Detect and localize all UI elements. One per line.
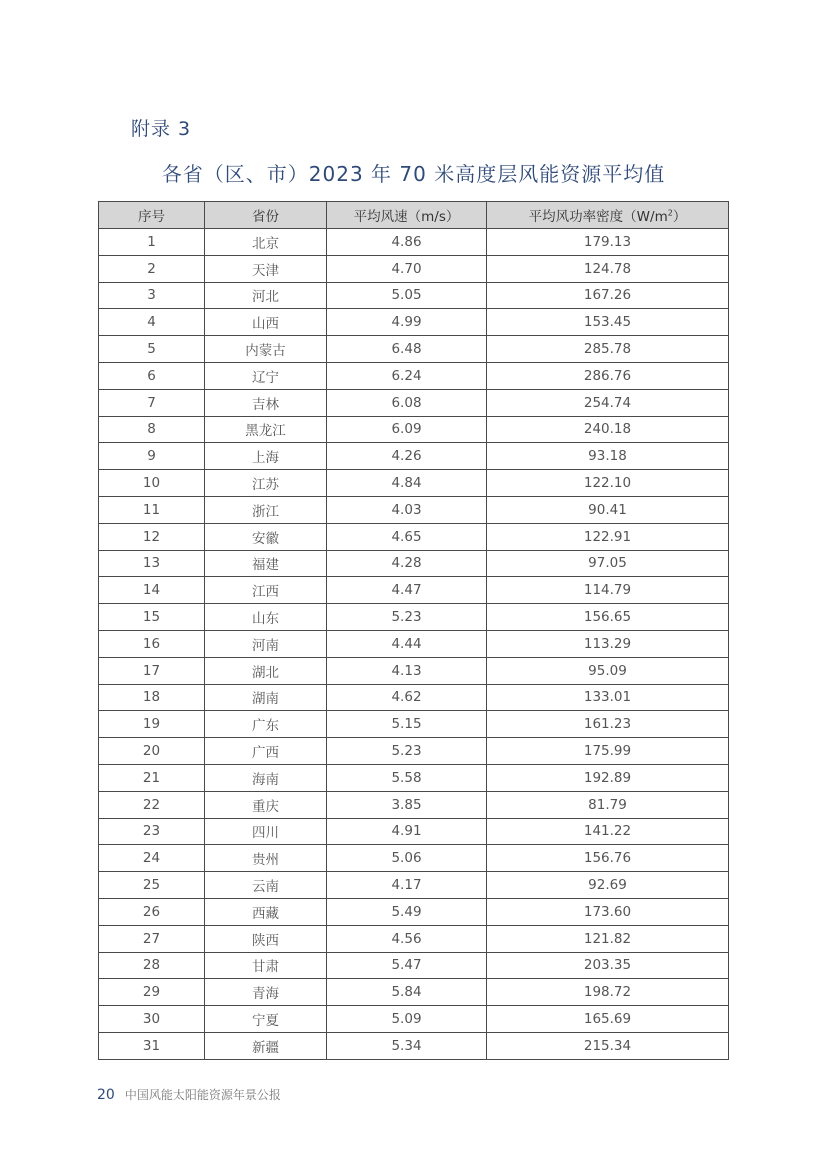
cell-power: 92.69	[487, 872, 729, 899]
header-power	[487, 202, 729, 229]
cell-speed: 4.13	[327, 657, 487, 684]
table-row	[99, 443, 729, 470]
appendix-label: 附录 3	[131, 118, 192, 140]
cell-province: 宁夏	[205, 1006, 327, 1033]
cell-province: 山东	[205, 604, 327, 631]
cell-speed: 5.47	[327, 952, 487, 979]
cell-index: 28	[99, 952, 205, 979]
cell-index: 22	[99, 791, 205, 818]
table-row	[99, 1032, 729, 1059]
header-speed: 平均风速（m/s）	[327, 202, 487, 229]
cell-speed: 4.65	[327, 523, 487, 550]
cell-index: 27	[99, 925, 205, 952]
cell-index: 26	[99, 898, 205, 925]
cell-power: 203.35	[487, 952, 729, 979]
cell-power: 286.76	[487, 362, 729, 389]
cell-speed: 5.09	[327, 1006, 487, 1033]
cell-power: 179.13	[487, 229, 729, 256]
cell-index: 11	[99, 496, 205, 523]
cell-speed: 4.84	[327, 470, 487, 497]
table-row	[99, 416, 729, 443]
table-row	[99, 872, 729, 899]
footer-publication: 中国风能太阳能资源年景公报	[124, 1088, 281, 1102]
cell-power: 113.29	[487, 630, 729, 657]
cell-power: 122.91	[487, 523, 729, 550]
cell-index: 13	[99, 550, 205, 577]
cell-speed: 5.05	[327, 282, 487, 309]
table-row	[99, 711, 729, 738]
cell-index: 1	[99, 229, 205, 256]
cell-speed: 5.23	[327, 738, 487, 765]
cell-province: 陕西	[205, 925, 327, 952]
cell-province: 黑龙江	[205, 416, 327, 443]
cell-province: 甘肃	[205, 952, 327, 979]
cell-index: 30	[99, 1006, 205, 1033]
cell-power: 81.79	[487, 791, 729, 818]
table-row	[99, 282, 729, 309]
cell-index: 31	[99, 1032, 205, 1059]
cell-speed: 5.15	[327, 711, 487, 738]
cell-province: 贵州	[205, 845, 327, 872]
cell-speed: 4.56	[327, 925, 487, 952]
cell-power: 153.45	[487, 309, 729, 336]
header-power-superscript: 2	[667, 208, 673, 218]
table-row	[99, 309, 729, 336]
cell-province: 福建	[205, 550, 327, 577]
table-row	[99, 496, 729, 523]
cell-power: 167.26	[487, 282, 729, 309]
cell-power: 156.76	[487, 845, 729, 872]
cell-power: 254.74	[487, 389, 729, 416]
cell-province: 江西	[205, 577, 327, 604]
cell-speed: 6.08	[327, 389, 487, 416]
table-row	[99, 979, 729, 1006]
cell-index: 20	[99, 738, 205, 765]
cell-speed: 5.23	[327, 604, 487, 631]
cell-index: 15	[99, 604, 205, 631]
table-row	[99, 630, 729, 657]
cell-speed: 5.58	[327, 764, 487, 791]
cell-province: 河北	[205, 282, 327, 309]
cell-index: 12	[99, 523, 205, 550]
cell-index: 14	[99, 577, 205, 604]
cell-power: 90.41	[487, 496, 729, 523]
cell-index: 8	[99, 416, 205, 443]
cell-power: 124.78	[487, 255, 729, 282]
cell-speed: 6.24	[327, 362, 487, 389]
cell-speed: 4.44	[327, 630, 487, 657]
cell-province: 安徽	[205, 523, 327, 550]
cell-power: 156.65	[487, 604, 729, 631]
cell-province: 浙江	[205, 496, 327, 523]
cell-province: 广西	[205, 738, 327, 765]
table-row	[99, 791, 729, 818]
cell-index: 7	[99, 389, 205, 416]
cell-province: 西藏	[205, 898, 327, 925]
cell-speed: 3.85	[327, 791, 487, 818]
cell-speed: 4.17	[327, 872, 487, 899]
table-row	[99, 604, 729, 631]
cell-index: 17	[99, 657, 205, 684]
table-row	[99, 229, 729, 256]
cell-index: 21	[99, 764, 205, 791]
cell-speed: 4.86	[327, 229, 487, 256]
cell-province: 内蒙古	[205, 336, 327, 363]
cell-speed: 4.91	[327, 818, 487, 845]
table-body	[99, 229, 729, 1060]
cell-province: 吉林	[205, 389, 327, 416]
cell-speed: 5.06	[327, 845, 487, 872]
cell-power: 97.05	[487, 550, 729, 577]
page-footer	[97, 1086, 281, 1103]
cell-speed: 4.03	[327, 496, 487, 523]
cell-power: 95.09	[487, 657, 729, 684]
cell-province: 云南	[205, 872, 327, 899]
table-row	[99, 657, 729, 684]
cell-power: 285.78	[487, 336, 729, 363]
cell-speed: 4.70	[327, 255, 487, 282]
header-power-text: 平均风功率密度（W/m	[528, 209, 668, 225]
cell-index: 19	[99, 711, 205, 738]
table-row	[99, 1006, 729, 1033]
cell-index: 9	[99, 443, 205, 470]
table-row	[99, 577, 729, 604]
cell-index: 18	[99, 684, 205, 711]
table-row	[99, 470, 729, 497]
cell-power: 133.01	[487, 684, 729, 711]
cell-power: 141.22	[487, 818, 729, 845]
cell-speed: 6.09	[327, 416, 487, 443]
cell-province: 辽宁	[205, 362, 327, 389]
cell-province: 重庆	[205, 791, 327, 818]
cell-power: 240.18	[487, 416, 729, 443]
table-row	[99, 255, 729, 282]
cell-speed: 6.48	[327, 336, 487, 363]
table-row	[99, 925, 729, 952]
cell-index: 24	[99, 845, 205, 872]
cell-province: 海南	[205, 764, 327, 791]
cell-province: 天津	[205, 255, 327, 282]
table-row	[99, 550, 729, 577]
cell-power: 93.18	[487, 443, 729, 470]
cell-power: 165.69	[487, 1006, 729, 1033]
cell-index: 16	[99, 630, 205, 657]
cell-index: 29	[99, 979, 205, 1006]
table-row	[99, 523, 729, 550]
cell-speed: 5.34	[327, 1032, 487, 1059]
cell-index: 10	[99, 470, 205, 497]
cell-speed: 4.62	[327, 684, 487, 711]
table-row	[99, 362, 729, 389]
cell-province: 江苏	[205, 470, 327, 497]
table-row	[99, 738, 729, 765]
header-power-end: ）	[672, 209, 687, 225]
cell-speed: 4.26	[327, 443, 487, 470]
table-row	[99, 389, 729, 416]
cell-province: 青海	[205, 979, 327, 1006]
cell-province: 山西	[205, 309, 327, 336]
table-row	[99, 684, 729, 711]
cell-speed: 4.28	[327, 550, 487, 577]
cell-index: 3	[99, 282, 205, 309]
table-header-row	[99, 202, 729, 229]
cell-power: 122.10	[487, 470, 729, 497]
header-index: 序号	[99, 202, 205, 229]
cell-province: 广东	[205, 711, 327, 738]
cell-province: 北京	[205, 229, 327, 256]
table-row	[99, 336, 729, 363]
cell-power: 192.89	[487, 764, 729, 791]
cell-index: 25	[99, 872, 205, 899]
cell-power: 215.34	[487, 1032, 729, 1059]
table-row	[99, 818, 729, 845]
wind-resource-table	[98, 201, 729, 1060]
cell-power: 121.82	[487, 925, 729, 952]
cell-speed: 4.99	[327, 309, 487, 336]
cell-power: 161.23	[487, 711, 729, 738]
cell-power: 175.99	[487, 738, 729, 765]
header-province: 省份	[205, 202, 327, 229]
cell-speed: 5.49	[327, 898, 487, 925]
cell-province: 上海	[205, 443, 327, 470]
cell-index: 23	[99, 818, 205, 845]
table-row	[99, 764, 729, 791]
table-title: 各省（区、市）2023 年 70 米高度层风能资源平均值	[161, 162, 666, 186]
cell-speed: 4.47	[327, 577, 487, 604]
cell-province: 湖北	[205, 657, 327, 684]
cell-index: 6	[99, 362, 205, 389]
page-number: 20	[97, 1087, 115, 1103]
cell-index: 5	[99, 336, 205, 363]
table-row	[99, 952, 729, 979]
cell-province: 湖南	[205, 684, 327, 711]
table-row	[99, 898, 729, 925]
cell-power: 114.79	[487, 577, 729, 604]
cell-index: 4	[99, 309, 205, 336]
cell-power: 173.60	[487, 898, 729, 925]
cell-province: 河南	[205, 630, 327, 657]
cell-speed: 5.84	[327, 979, 487, 1006]
cell-index: 2	[99, 255, 205, 282]
cell-power: 198.72	[487, 979, 729, 1006]
cell-province: 新疆	[205, 1032, 327, 1059]
table-row	[99, 845, 729, 872]
cell-province: 四川	[205, 818, 327, 845]
